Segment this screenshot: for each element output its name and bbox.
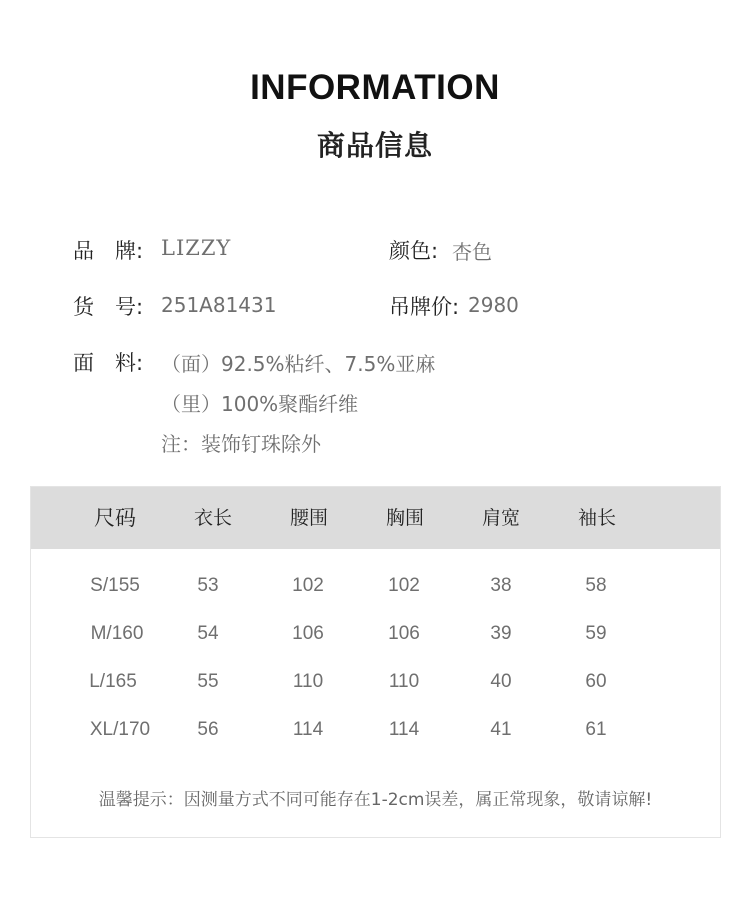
fabric-label: 面 料:	[73, 351, 144, 375]
cell-length: 56	[197, 719, 219, 740]
cell-waist: 102	[292, 575, 324, 596]
cell-sleeve: 60	[585, 671, 607, 692]
fabric-lining: （里）100%聚酯纤维	[161, 392, 359, 416]
brand-label: 品 牌:	[73, 239, 144, 263]
color-label: 颜色:	[389, 239, 439, 263]
cell-size: XL/170	[89, 719, 151, 740]
header-length: 衣长	[193, 507, 232, 529]
header-shoulder: 肩宽	[481, 507, 520, 529]
header-size: 尺码	[94, 506, 136, 530]
header-chest: 胸围	[385, 507, 424, 529]
size-table-header	[31, 487, 720, 549]
cell-length: 54	[197, 623, 219, 644]
header-waist: 腰围	[289, 507, 328, 529]
header-sleeve: 袖长	[577, 507, 616, 529]
cell-waist: 110	[292, 671, 324, 692]
cell-size: S/155	[90, 575, 140, 596]
cell-waist: 106	[292, 623, 324, 644]
cell-shoulder: 38	[490, 575, 512, 596]
cell-sleeve: 61	[585, 719, 607, 740]
cell-size: M/160	[90, 623, 144, 644]
item-number-value: 251A81431	[161, 293, 277, 317]
brand-value: LIZZY	[161, 236, 232, 260]
page-title: INFORMATION	[250, 68, 500, 107]
cell-waist: 114	[292, 719, 324, 740]
cell-sleeve: 59	[585, 623, 607, 644]
measurement-note: 温馨提示：因测量方式不同可能存在1-2cm误差，属正常现象，敬请谅解!	[98, 790, 653, 810]
color-value: 杏色	[452, 240, 492, 264]
cell-length: 53	[197, 575, 219, 596]
cell-chest: 110	[388, 671, 420, 692]
fabric-outer: （面）92.5%粘纤、7.5%亚麻	[161, 352, 436, 376]
cell-sleeve: 58	[585, 575, 607, 596]
cell-size: L/165	[89, 671, 137, 692]
page-subtitle: 商品信息	[316, 129, 433, 162]
tag-price-label: 吊牌价:	[389, 295, 460, 319]
cell-shoulder: 41	[490, 719, 512, 740]
cell-shoulder: 39	[490, 623, 512, 644]
cell-length: 55	[197, 671, 219, 692]
cell-shoulder: 40	[490, 671, 512, 692]
size-table	[30, 486, 721, 838]
fabric-note: 注：装饰钉珠除外	[161, 432, 321, 456]
item-number-label: 货 号:	[73, 295, 144, 319]
tag-price-value: 2980	[468, 293, 519, 317]
cell-chest: 106	[388, 623, 420, 644]
cell-chest: 114	[388, 719, 420, 740]
cell-chest: 102	[388, 575, 420, 596]
